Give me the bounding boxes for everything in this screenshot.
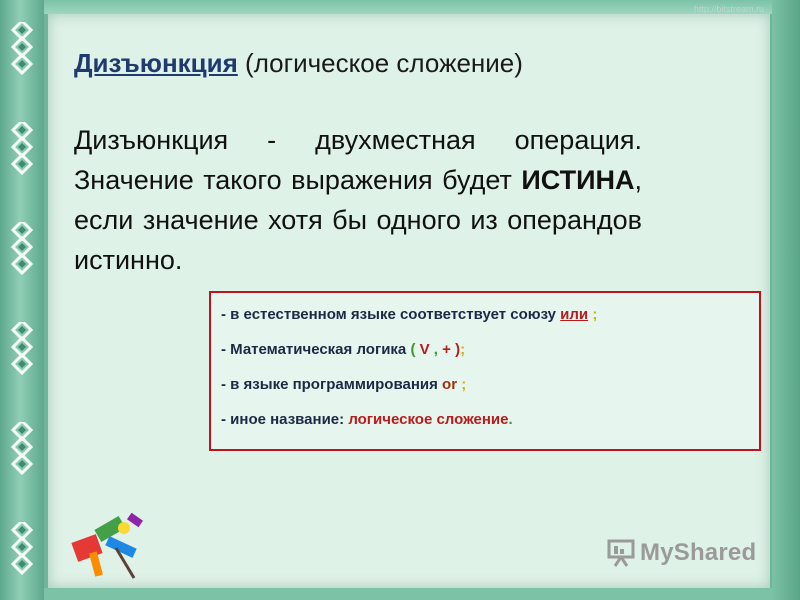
definition-text (74, 120, 642, 280)
property-text: - в естественном языке соответствует союзу (221, 306, 561, 323)
diamond-ornament-icon (4, 522, 40, 588)
colorful-tools-art (66, 508, 156, 580)
diamond-ornament-icon (4, 422, 40, 488)
property-text: - иное название: (221, 411, 349, 428)
property-programming (221, 373, 749, 408)
definition-bold-word: ИСТИНА (521, 165, 635, 195)
paren-open: ( (410, 341, 416, 358)
diamond-ornament-icon (4, 222, 40, 288)
definition-part2: , если значение хотя бы одного из операндов истинно. (74, 165, 642, 275)
myshared-logo (606, 536, 756, 570)
right-border (772, 0, 800, 600)
property-text: - Математическая логика (221, 341, 411, 358)
property-math-logic (221, 338, 749, 373)
property-highlight: или (560, 306, 589, 323)
logo-text: MyShared (640, 539, 757, 566)
symbol-plus: + (437, 341, 456, 358)
property-natural-language (221, 303, 749, 338)
title-subtitle: (логическое сложение) (245, 48, 523, 78)
diamond-ornament-icon (4, 322, 40, 388)
watermark-url: http://bitstream.ru (693, 4, 764, 14)
property-suffix: ; (457, 376, 467, 393)
diamond-ornament-icon (4, 122, 40, 188)
property-other-name (221, 408, 749, 443)
property-suffix: ; (588, 306, 598, 323)
property-highlight: логическое сложение (348, 411, 509, 428)
paren-close: ) (455, 341, 461, 358)
left-ornamental-border (0, 0, 44, 600)
diamond-ornament-icon (4, 22, 40, 88)
bottom-border (44, 588, 772, 600)
top-border (44, 0, 772, 14)
title-term: Дизъюнкция (74, 48, 238, 78)
definition-part1: Дизъюнкция - двухместная операция. Значение такого выражения будет (74, 125, 642, 195)
properties-box (209, 291, 761, 451)
symbol-v: V (415, 341, 434, 358)
slide-title (74, 48, 523, 79)
property-text: - в языке программирования (221, 376, 443, 393)
property-suffix: . (508, 411, 513, 428)
symbol-comma: , (433, 341, 438, 358)
property-suffix: ; (460, 341, 466, 358)
property-highlight: or (442, 376, 458, 393)
presentation-board-icon (606, 538, 640, 568)
